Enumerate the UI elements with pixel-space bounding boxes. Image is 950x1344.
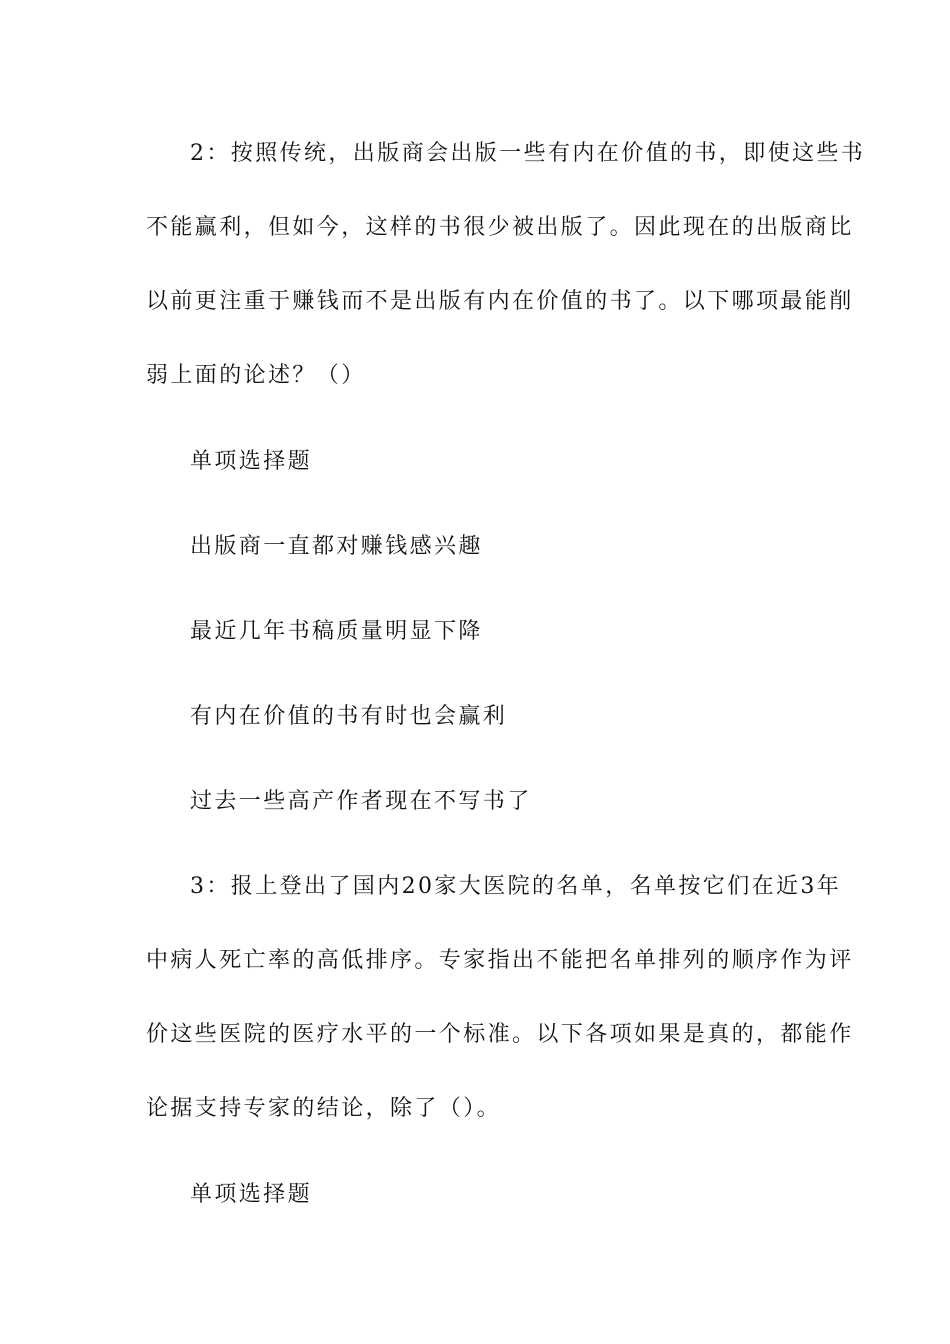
question-2-option-2: 最近几年书稿质量明显下降 [190, 619, 483, 644]
question-2-line-2: 不能赢利，但如今，这样的书很少被出版了。因此现在的出版商比 [146, 215, 854, 240]
question-2-option-4: 过去一些高产作者现在不写书了 [190, 789, 532, 814]
question-2-line-3: 以前更注重于赚钱而不是出版有内在价值的书了。以下哪项最能削 [146, 289, 854, 314]
question-2-option-3: 有内在价值的书有时也会赢利 [190, 704, 508, 729]
question-2-line-4: 弱上面的论述？（） [146, 363, 366, 388]
question-3-line-3: 价这些医院的医疗水平的一个标准。以下各项如果是真的，都能作 [146, 1022, 854, 1047]
question-2-option-1: 出版商一直都对赚钱感兴趣 [190, 534, 483, 559]
question-3-line-1: 3：报上登出了国内20家大医院的名单，名单按它们在近3年 [190, 874, 842, 899]
question-3-type-label: 单项选择题 [190, 1182, 313, 1207]
question-2-type-label: 单项选择题 [190, 449, 313, 474]
question-3-line-4: 论据支持专家的结论，除了（）。 [146, 1096, 502, 1121]
question-2-line-1: 2：按照传统，出版商会出版一些有内在价值的书，即使这些书 [190, 141, 866, 166]
question-3-line-2: 中病人死亡率的高低排序。专家指出不能把名单排列的顺序作为评 [146, 948, 854, 973]
